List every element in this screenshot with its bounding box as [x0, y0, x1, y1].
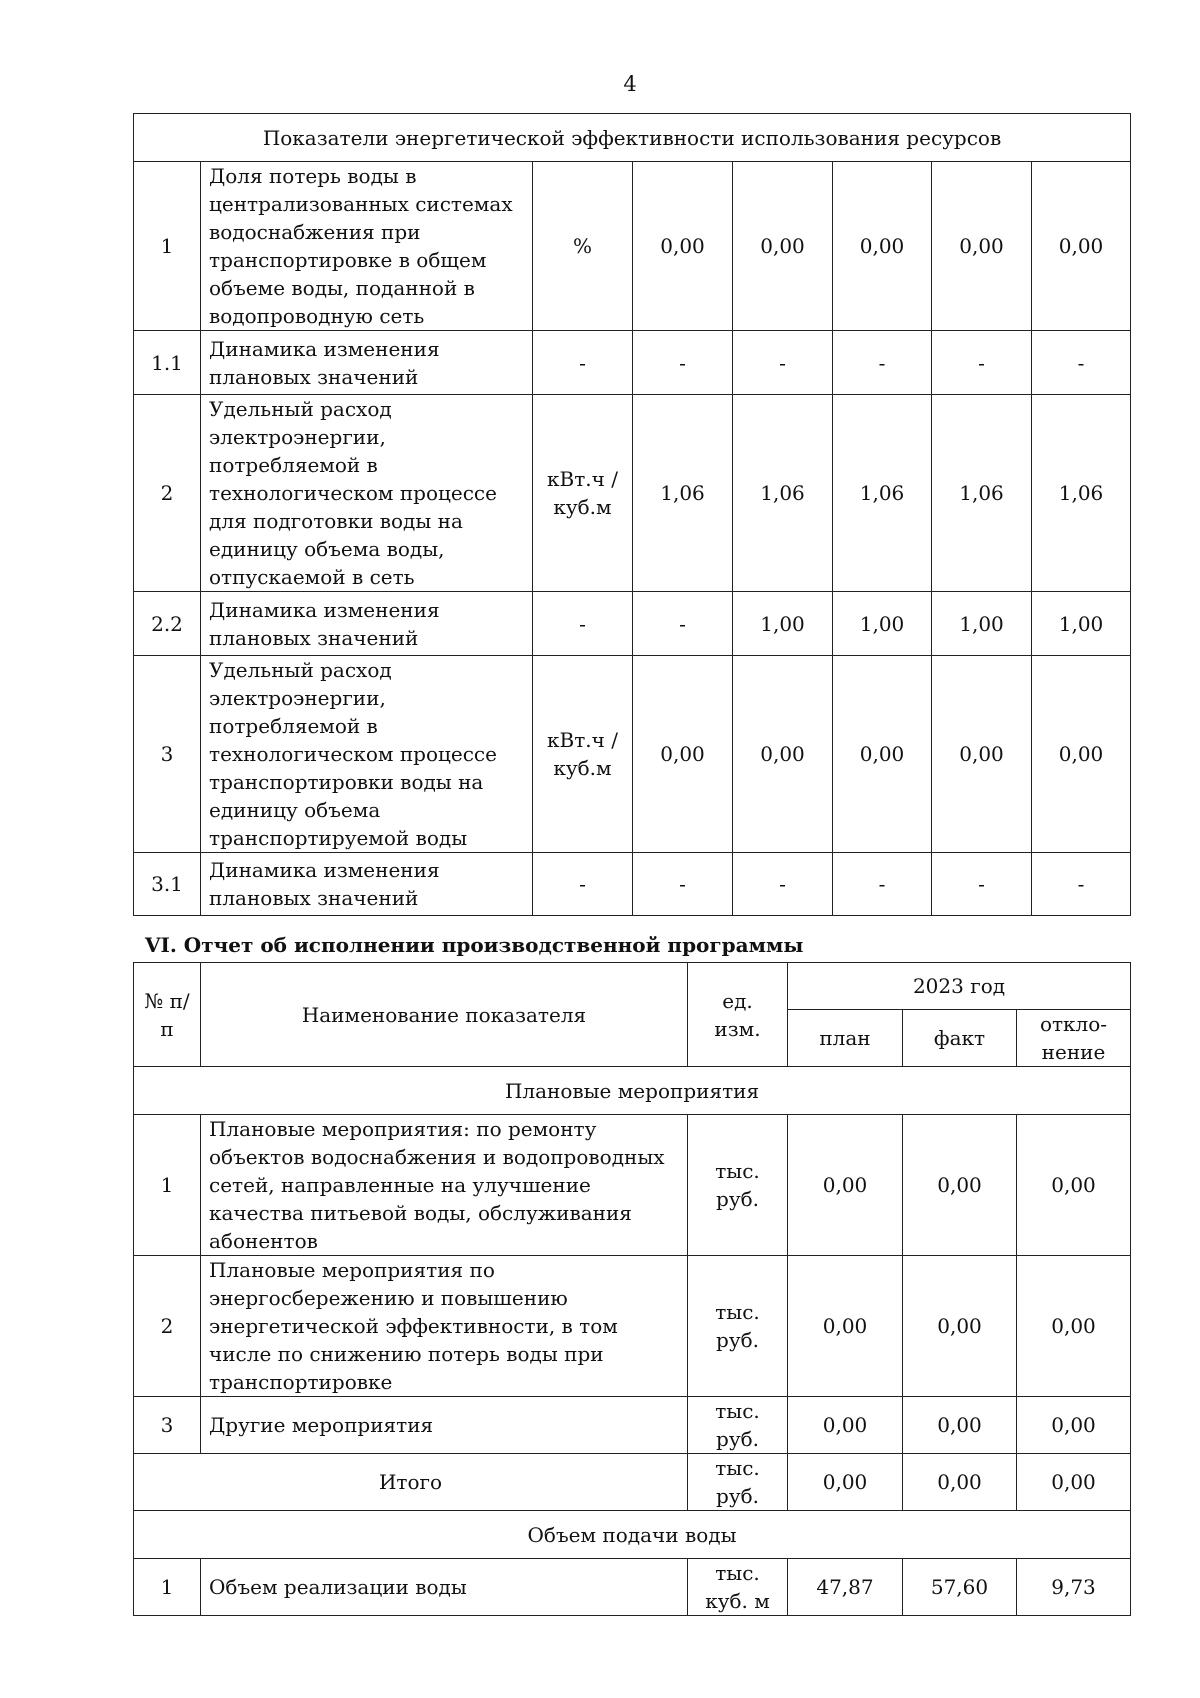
fact-cell: 57,60 — [903, 1559, 1017, 1616]
total-label: Итого — [134, 1454, 688, 1511]
row-number: 2 — [134, 395, 201, 592]
row-number: 2 — [134, 1256, 201, 1397]
fact-cell: 0,00 — [903, 1397, 1017, 1454]
value-cell: 1,06 — [633, 395, 733, 592]
plan-cell: 0,00 — [788, 1115, 903, 1256]
group-title: Плановые мероприятия — [134, 1067, 1131, 1115]
value-cell: - — [733, 853, 833, 916]
header-number: № п/п — [134, 963, 201, 1067]
table-title: Показатели энергетической эффективности использования ресурсов — [134, 114, 1131, 162]
deviation-cell: 0,00 — [1017, 1115, 1131, 1256]
fact-cell: 0,00 — [903, 1454, 1017, 1511]
table-row — [134, 853, 1131, 916]
value-cell: 1,00 — [833, 592, 932, 656]
plan-cell: 47,87 — [788, 1559, 903, 1616]
indicator-name: Другие мероприятия — [201, 1397, 688, 1454]
table-row — [134, 162, 1131, 331]
value-cell: 1,00 — [733, 592, 833, 656]
deviation-cell: 0,00 — [1017, 1454, 1131, 1511]
table-row — [134, 395, 1131, 592]
unit-cell: кВт.ч / куб.м — [533, 656, 633, 853]
unit-cell: тыс. руб. — [688, 1256, 788, 1397]
header-deviation: откло-нение — [1017, 1010, 1131, 1067]
header-unit: ед. изм. — [688, 963, 788, 1067]
value-cell: - — [1032, 331, 1131, 395]
unit-cell: тыс. куб. м — [688, 1559, 788, 1616]
row-number: 3.1 — [134, 853, 201, 916]
row-number: 1.1 — [134, 331, 201, 395]
value-cell: 0,00 — [833, 162, 932, 331]
header-name: Наименование показателя — [201, 963, 688, 1067]
row-number: 3 — [134, 656, 201, 853]
unit-cell: тыс. руб. — [688, 1397, 788, 1454]
indicator-name: Доля потерь воды в централизованных системах водоснабжения при транспортировке в общем объеме воды, поданной в водопроводную сеть — [201, 162, 533, 331]
value-cell: 0,00 — [633, 162, 733, 331]
table-row — [134, 1256, 1131, 1397]
value-cell: 1,00 — [932, 592, 1032, 656]
value-cell: 0,00 — [932, 162, 1032, 331]
deviation-cell: 0,00 — [1017, 1397, 1131, 1454]
page-number: 4 — [623, 72, 637, 96]
row-number: 3 — [134, 1397, 201, 1454]
unit-cell: - — [533, 853, 633, 916]
total-row — [134, 1454, 1131, 1511]
table-row — [134, 331, 1131, 395]
indicator-name: Удельный расход электроэнергии, потребляемой в технологическом процессе транспортировки воды на единицу объема транспортируемой воды — [201, 656, 533, 853]
indicator-name: Динамика изменения плановых значений — [201, 592, 533, 656]
table-row — [134, 1397, 1131, 1454]
unit-cell: кВт.ч / куб.м — [533, 395, 633, 592]
value-cell: 0,00 — [733, 162, 833, 331]
value-cell: 1,06 — [733, 395, 833, 592]
value-cell: 1,00 — [1032, 592, 1131, 656]
table-row — [134, 592, 1131, 656]
value-cell: 0,00 — [1032, 162, 1131, 331]
unit-cell: - — [533, 331, 633, 395]
value-cell: - — [833, 853, 932, 916]
unit-cell: тыс. руб. — [688, 1454, 788, 1511]
table-row — [134, 1115, 1131, 1256]
plan-cell: 0,00 — [788, 1454, 903, 1511]
header-plan: план — [788, 1010, 903, 1067]
value-cell: - — [633, 331, 733, 395]
indicator-name: Динамика изменения плановых значений — [201, 853, 533, 916]
value-cell: 0,00 — [633, 656, 733, 853]
value-cell: 1,06 — [932, 395, 1032, 592]
indicator-name: Объем реализации воды — [201, 1559, 688, 1616]
row-number: 2.2 — [134, 592, 201, 656]
value-cell: 1,06 — [833, 395, 932, 592]
header-fact: факт — [903, 1010, 1017, 1067]
section-title: VI. Отчет об исполнении производственной программы — [145, 933, 804, 957]
value-cell: - — [633, 592, 733, 656]
unit-cell: % — [533, 162, 633, 331]
row-number: 1 — [134, 1559, 201, 1616]
value-cell: 0,00 — [1032, 656, 1131, 853]
energy-efficiency-table — [133, 113, 1131, 916]
group-title: Объем подачи воды — [134, 1511, 1131, 1559]
plan-cell: 0,00 — [788, 1256, 903, 1397]
unit-cell: - — [533, 592, 633, 656]
value-cell: - — [833, 331, 932, 395]
indicator-name: Плановые мероприятия: по ремонту объектов водоснабжения и водопроводных сетей, направленные на улучшение качества питьевой воды, обслуживания абонентов — [201, 1115, 688, 1256]
header-year: 2023 год — [788, 963, 1131, 1010]
production-program-table — [133, 962, 1131, 1616]
table-row — [134, 1559, 1131, 1616]
indicator-name: Динамика изменения плановых значений — [201, 331, 533, 395]
value-cell: 1,06 — [1032, 395, 1131, 592]
deviation-cell: 0,00 — [1017, 1256, 1131, 1397]
value-cell: 0,00 — [733, 656, 833, 853]
value-cell: - — [733, 331, 833, 395]
unit-cell: тыс. руб. — [688, 1115, 788, 1256]
row-number: 1 — [134, 1115, 201, 1256]
fact-cell: 0,00 — [903, 1115, 1017, 1256]
value-cell: 0,00 — [833, 656, 932, 853]
row-number: 1 — [134, 162, 201, 331]
indicator-name: Плановые мероприятия по энергосбережению и повышению энергетической эффективности, в том числе по снижению потерь воды при транспортировке — [201, 1256, 688, 1397]
plan-cell: 0,00 — [788, 1397, 903, 1454]
value-cell: - — [633, 853, 733, 916]
table-row — [134, 656, 1131, 853]
value-cell: - — [1032, 853, 1131, 916]
value-cell: 0,00 — [932, 656, 1032, 853]
deviation-cell: 9,73 — [1017, 1559, 1131, 1616]
fact-cell: 0,00 — [903, 1256, 1017, 1397]
indicator-name: Удельный расход электроэнергии, потребляемой в технологическом процессе для подготовки воды на единицу объема воды, отпускаемой в сеть — [201, 395, 533, 592]
value-cell: - — [932, 331, 1032, 395]
value-cell: - — [932, 853, 1032, 916]
